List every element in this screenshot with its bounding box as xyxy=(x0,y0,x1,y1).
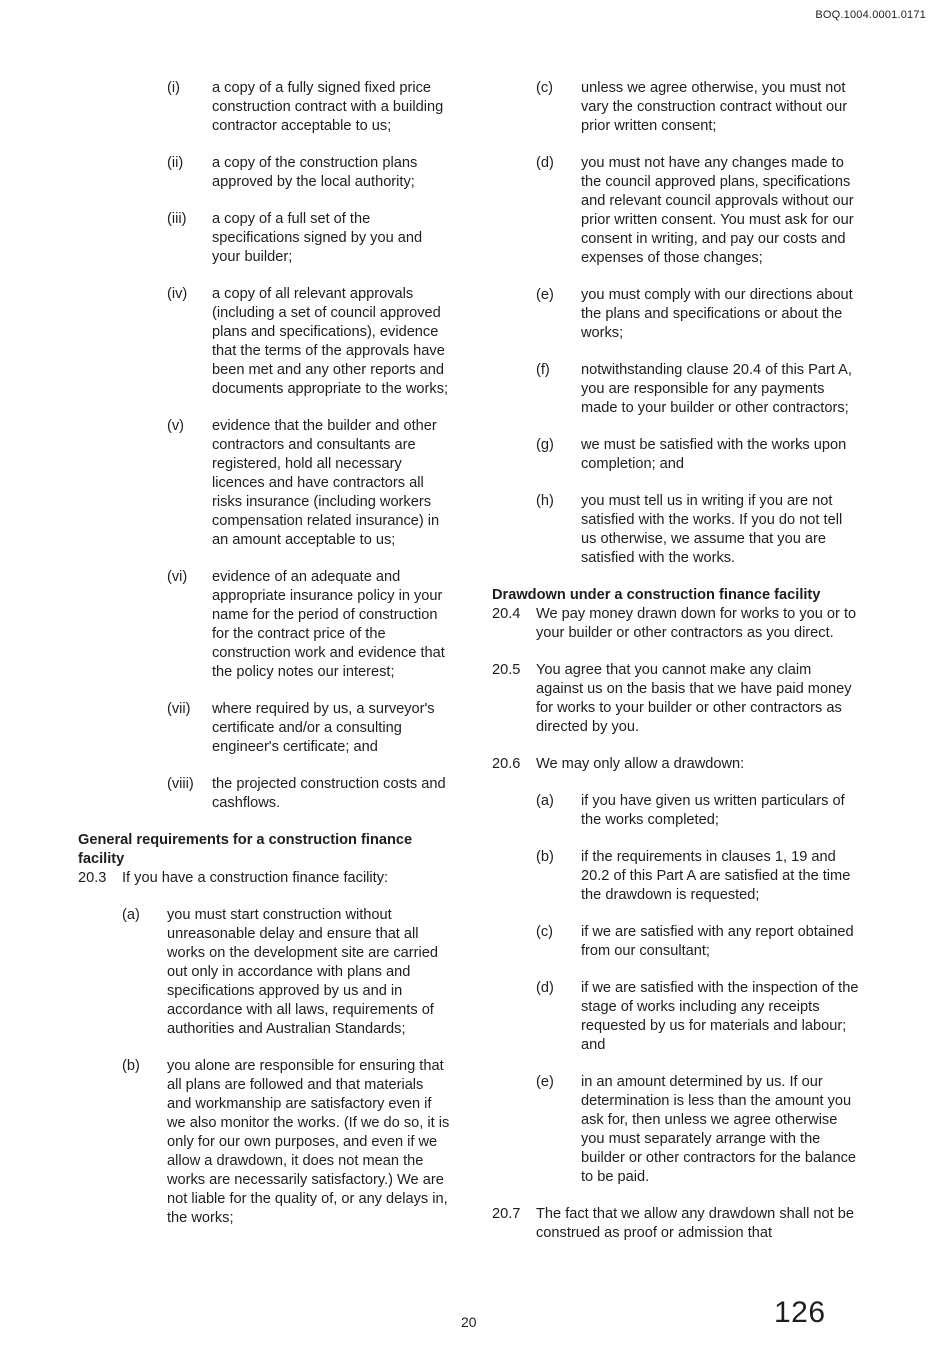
list-item xyxy=(78,417,450,550)
item-label: (d) xyxy=(536,980,554,996)
page-number: 20 xyxy=(461,1314,477,1330)
item-text: You agree that you cannot make any claim against us on the basis that we have paid money for works to your builder or other contractors as directed by you. xyxy=(536,662,852,735)
list-item xyxy=(492,361,860,418)
item-label: (viii) xyxy=(167,776,194,792)
list-item xyxy=(492,979,860,1055)
item-text: the projected construction costs and cashflows. xyxy=(212,776,446,811)
item-label: (iv) xyxy=(167,286,188,302)
item-text: We pay money drawn down for works to you or to your builder or other contractors as you direct. xyxy=(536,606,857,641)
right-column xyxy=(492,79,860,1261)
clause-number: 20.3 xyxy=(78,870,107,886)
list-item xyxy=(78,285,450,399)
stamp-number: 126 xyxy=(774,1296,826,1329)
list-item xyxy=(492,1073,860,1187)
item-label: (a) xyxy=(536,793,554,809)
item-text: notwithstanding clause 20.4 of this Part A, you are responsible for any payments made to your builder or other contractors; xyxy=(581,362,852,416)
clause-text: The fact that we allow any drawdown shall not be construed as proof or admission that xyxy=(536,1206,854,1241)
item-text: evidence of an adequate and appropriate insurance policy in your name for the period of construction for the contract price of the construction work and evidence that the policy notes our interest; xyxy=(212,569,445,680)
clause-item xyxy=(492,661,860,737)
item-text: you alone are responsible for ensuring that all plans are followed and that materials and workmanship are satisfactory even if we also monitor the works. (If we do so, it is only for our own purposes, and even if we allow a drawdown, it does not mean the works are necessarily satisfactory.) We are not liable for the quality of, or any delays in, the works; xyxy=(167,1058,450,1226)
item-label: (iii) xyxy=(167,211,187,227)
list-item xyxy=(492,436,860,474)
item-text: We may only allow a drawdown: xyxy=(536,756,745,772)
left-column xyxy=(78,79,450,1246)
list-item xyxy=(78,1057,450,1228)
item-label: (f) xyxy=(536,362,550,378)
item-label: 20.4 xyxy=(492,606,521,622)
item-text: if we are satisfied with any report obtained from our consultant; xyxy=(581,924,854,959)
section-heading-general-requirements: General requirements for a construction finance facility xyxy=(78,832,413,867)
item-label: (g) xyxy=(536,437,554,453)
list-item xyxy=(78,906,450,1039)
item-label: (b) xyxy=(122,1058,140,1074)
item-label: (a) xyxy=(122,907,140,923)
item-text: we must be satisfied with the works upon completion; and xyxy=(581,437,847,472)
clause-20-7 xyxy=(492,1205,860,1243)
list-item xyxy=(492,492,860,568)
item-label: (vi) xyxy=(167,569,188,585)
section-heading-drawdown: Drawdown under a construction finance facility xyxy=(492,587,821,603)
item-text: you must comply with our directions about the plans and specifications or about the works; xyxy=(581,287,853,341)
item-text: where required by us, a surveyor's certificate and/or a consulting engineer's certificate; and xyxy=(212,701,435,755)
item-label: (b) xyxy=(536,849,554,865)
item-label: (c) xyxy=(536,924,554,940)
item-label: (v) xyxy=(167,418,185,434)
list-item xyxy=(78,79,450,136)
item-label: (d) xyxy=(536,155,554,171)
item-label: 20.5 xyxy=(492,662,521,678)
item-text: a copy of all relevant approvals (including a set of council approved plans and specifications), evidence that the terms of the approvals have been met and any other reports and documents appropriate to the works; xyxy=(212,286,449,397)
list-item xyxy=(492,286,860,343)
item-label: (e) xyxy=(536,1074,554,1090)
item-text: if the requirements in clauses 1, 19 and 20.2 of this Part A are satisfied at the time the drawdown is requested; xyxy=(581,849,851,903)
list-item xyxy=(492,79,860,136)
item-label: 20.6 xyxy=(492,756,521,772)
item-text: in an amount determined by us. If our determination is less than the amount you ask for, then unless we agree otherwise you must separately arrange with the builder or other contractors for the balance to be paid. xyxy=(581,1074,857,1185)
clause-item xyxy=(492,605,860,643)
item-text: a copy of a fully signed fixed price construction contract with a building contractor acceptable to us; xyxy=(212,80,444,134)
item-text: evidence that the builder and other contractors and consultants are registered, hold all necessary licences and have contractors all risks insurance (including workers compensation related insurance) in an amount acceptable to us; xyxy=(212,418,440,548)
clause-item xyxy=(492,755,860,774)
list-item xyxy=(492,792,860,830)
item-text: a copy of the construction plans approved by the local authority; xyxy=(212,155,418,190)
list-item xyxy=(492,848,860,905)
item-text: unless we agree otherwise, you must not vary the construction contract without our prior written consent; xyxy=(581,80,848,134)
item-label: (c) xyxy=(536,80,554,96)
list-item xyxy=(492,923,860,961)
item-label: (h) xyxy=(536,493,554,509)
item-label: (vii) xyxy=(167,701,191,717)
list-item xyxy=(78,568,450,682)
item-text: you must tell us in writing if you are not satisfied with the works. If you do not tell us otherwise, we assume that you are satisfied with the works. xyxy=(581,493,843,566)
clause-number: 20.7 xyxy=(492,1206,521,1222)
item-text: if we are satisfied with the inspection of the stage of works including any receipts requested by us for materials and labour; and xyxy=(581,980,859,1053)
document-reference: BOQ.1004.0001.0171 xyxy=(815,9,926,21)
item-text: you must start construction without unreasonable delay and ensure that all works on the development site are carried out only in accordance with plans and specifications approved by us and in accordance with all laws, requirements of authorities and Australian Standards; xyxy=(167,907,438,1037)
item-label: (i) xyxy=(167,80,180,96)
item-text: a copy of a full set of the specifications signed by you and your builder; xyxy=(212,211,423,265)
list-item xyxy=(78,700,450,757)
list-item xyxy=(78,210,450,267)
list-item xyxy=(492,154,860,268)
list-item xyxy=(78,775,450,813)
item-label: (e) xyxy=(536,287,554,303)
list-item xyxy=(78,154,450,192)
item-label: (ii) xyxy=(167,155,184,171)
clause-text: If you have a construction finance facility: xyxy=(122,870,389,886)
item-text: you must not have any changes made to the council approved plans, specifications and relevant council approvals without our prior written consent. You must ask for our consent in writing, and pay our costs and expenses of those changes; xyxy=(581,155,854,266)
clause-20-3 xyxy=(78,869,450,888)
item-text: if you have given us written particulars of the works completed; xyxy=(581,793,845,828)
